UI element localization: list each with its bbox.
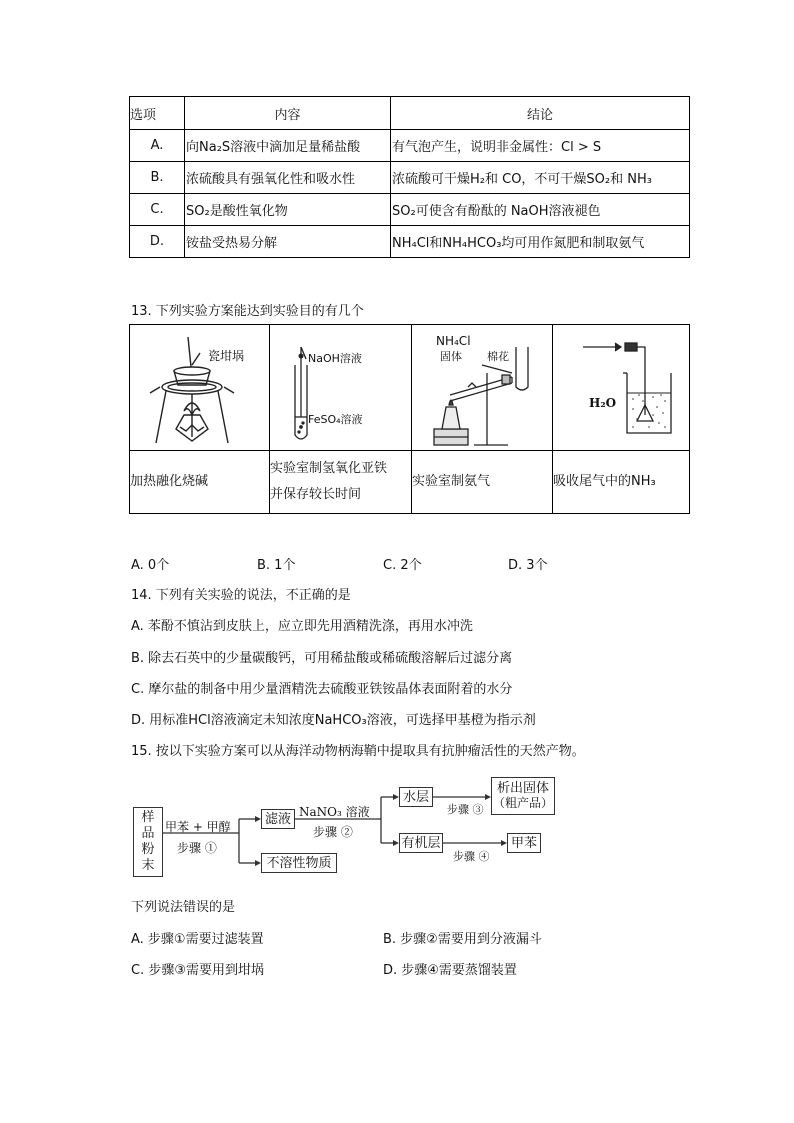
reagent1-label: 甲苯 + 甲醇 [165,820,231,834]
feso4-label: FeSO₄溶液 [308,413,363,426]
water-label: H₂O [589,396,617,410]
row-content: 向Na₂S溶液中滴加足量稀盐酸 [185,130,391,162]
question-15-stem: 15. 按以下实验方案可以从海洋动物柄海鞘中提取具有抗肿瘤活性的天然产物。 [131,744,585,759]
caption-1: 加热融化烧碱 [130,451,270,514]
q15-option-d: D. 步骤④需要蒸馏装置 [383,963,517,978]
row-option: D. [130,226,185,258]
figure-ammonia-cell [412,325,553,451]
header-content: 内容 [185,97,391,130]
experiment-table [129,324,690,514]
extraction-flowchart [131,775,561,880]
filtrate-box: 滤液 [261,809,295,829]
row-conclusion: NH₄Cl和NH₄HCO₃均可用作氮肥和制取氨气 [391,226,690,258]
table-row [130,162,690,194]
step2-label: 步骤 ② [313,825,353,839]
step4-label: 步骤 ④ [453,850,490,863]
caption-2 [270,451,412,514]
row-conclusion: SO₂可使含有酚酞的 NaOH溶液褪色 [391,194,690,226]
header-conclusion: 结论 [391,97,690,130]
figure-crucible-cell [130,325,270,451]
options-table [129,96,690,258]
toluene-box: 甲苯 [507,833,541,853]
caption-2-line-1: 实验室制氢氧化亚铁 [270,461,388,476]
table-row [130,130,690,162]
test-tube-figure [270,325,411,450]
figure-test-tube-cell [270,325,412,451]
caption-row [130,451,690,514]
solid-label: 固体 [440,350,462,363]
sample-box: 样品粉末 [133,807,163,877]
question-15-prompt: 下列说法错误的是 [131,900,236,915]
crucible-label: 瓷坩埚 [208,349,245,363]
header-option: 选项 [130,97,185,130]
caption-4: 吸收尾气中的NH₃ [553,451,690,514]
q15-option-b: B. 步骤②需要用到分液漏斗 [383,932,542,947]
q13-option-d: D. 3个 [508,558,548,573]
precipitate-box [491,777,555,815]
naoh-label: NaOH溶液 [308,352,362,365]
q15-option-c: C. 步骤③需要用到坩埚 [131,963,264,978]
row-content: 浓硫酸具有强氧化性和吸水性 [185,162,391,194]
organic-layer-box: 有机层 [399,833,443,853]
q14-option-a: A. 苯酚不慎沾到皮肤上，应立即先用酒精洗涤，再用水冲洗 [131,619,473,634]
table-header-row [130,97,690,130]
question-13-stem: 13. 下列实验方案能达到实验目的有几个 [131,304,364,319]
q15-option-a: A. 步骤①需要过滤装置 [131,932,264,947]
row-option: A. [130,130,185,162]
row-option: B. [130,162,185,194]
aqueous-box: 水层 [399,787,433,807]
q13-option-a: A. 0个 [131,558,170,573]
q14-option-b: B. 除去石英中的少量碳酸钙，可用稀盐酸或稀硫酸溶解后过滤分离 [131,651,513,666]
step3-label: 步骤 ③ [447,803,484,816]
q13-option-b: B. 1个 [257,558,296,573]
cotton-label: 棉花 [487,350,509,363]
ammonia-apparatus-figure [412,325,552,450]
figure-row [130,325,690,451]
question-14-stem: 14. 下列有关实验的说法，不正确的是 [131,588,351,603]
step1-label: 步骤 ① [177,841,217,855]
absorption-apparatus-figure [553,325,693,450]
crude-label: （粗产品） [492,796,553,810]
dropper-tip-icon [299,354,304,359]
row-content: SO₂是酸性氧化物 [185,194,391,226]
row-conclusion: 有气泡产生，说明非金属性：Cl > S [391,130,690,162]
water-dots [632,394,666,428]
precipitate-label: 析出固体 [496,781,549,796]
caption-2-line-2: 并保存较长时间 [270,487,362,502]
insoluble-box: 不溶性物质 [261,853,337,873]
row-option: C. [130,194,185,226]
table-row [130,226,690,258]
table-row [130,194,690,226]
nh4cl-label: NH₄Cl [436,334,471,348]
reagent2-label: NaNO₃ 溶液 [299,805,370,819]
crucible-apparatus-figure [130,325,269,450]
figure-absorption-cell [553,325,690,451]
caption-3: 实验室制氨气 [412,451,553,514]
q14-option-d: D. 用标准HCl溶液滴定未知浓度NaHCO₃溶液，可选择甲基橙为指示剂 [131,713,536,728]
row-conclusion: 浓硫酸可干燥H₂和 CO，不可干燥SO₂和 NH₃ [391,162,690,194]
row-content: 铵盐受热易分解 [185,226,391,258]
q14-option-c: C. 摩尔盐的制备中用少量酒精洗去硫酸亚铁铵晶体表面附着的水分 [131,682,513,697]
q13-option-c: C. 2个 [383,558,422,573]
